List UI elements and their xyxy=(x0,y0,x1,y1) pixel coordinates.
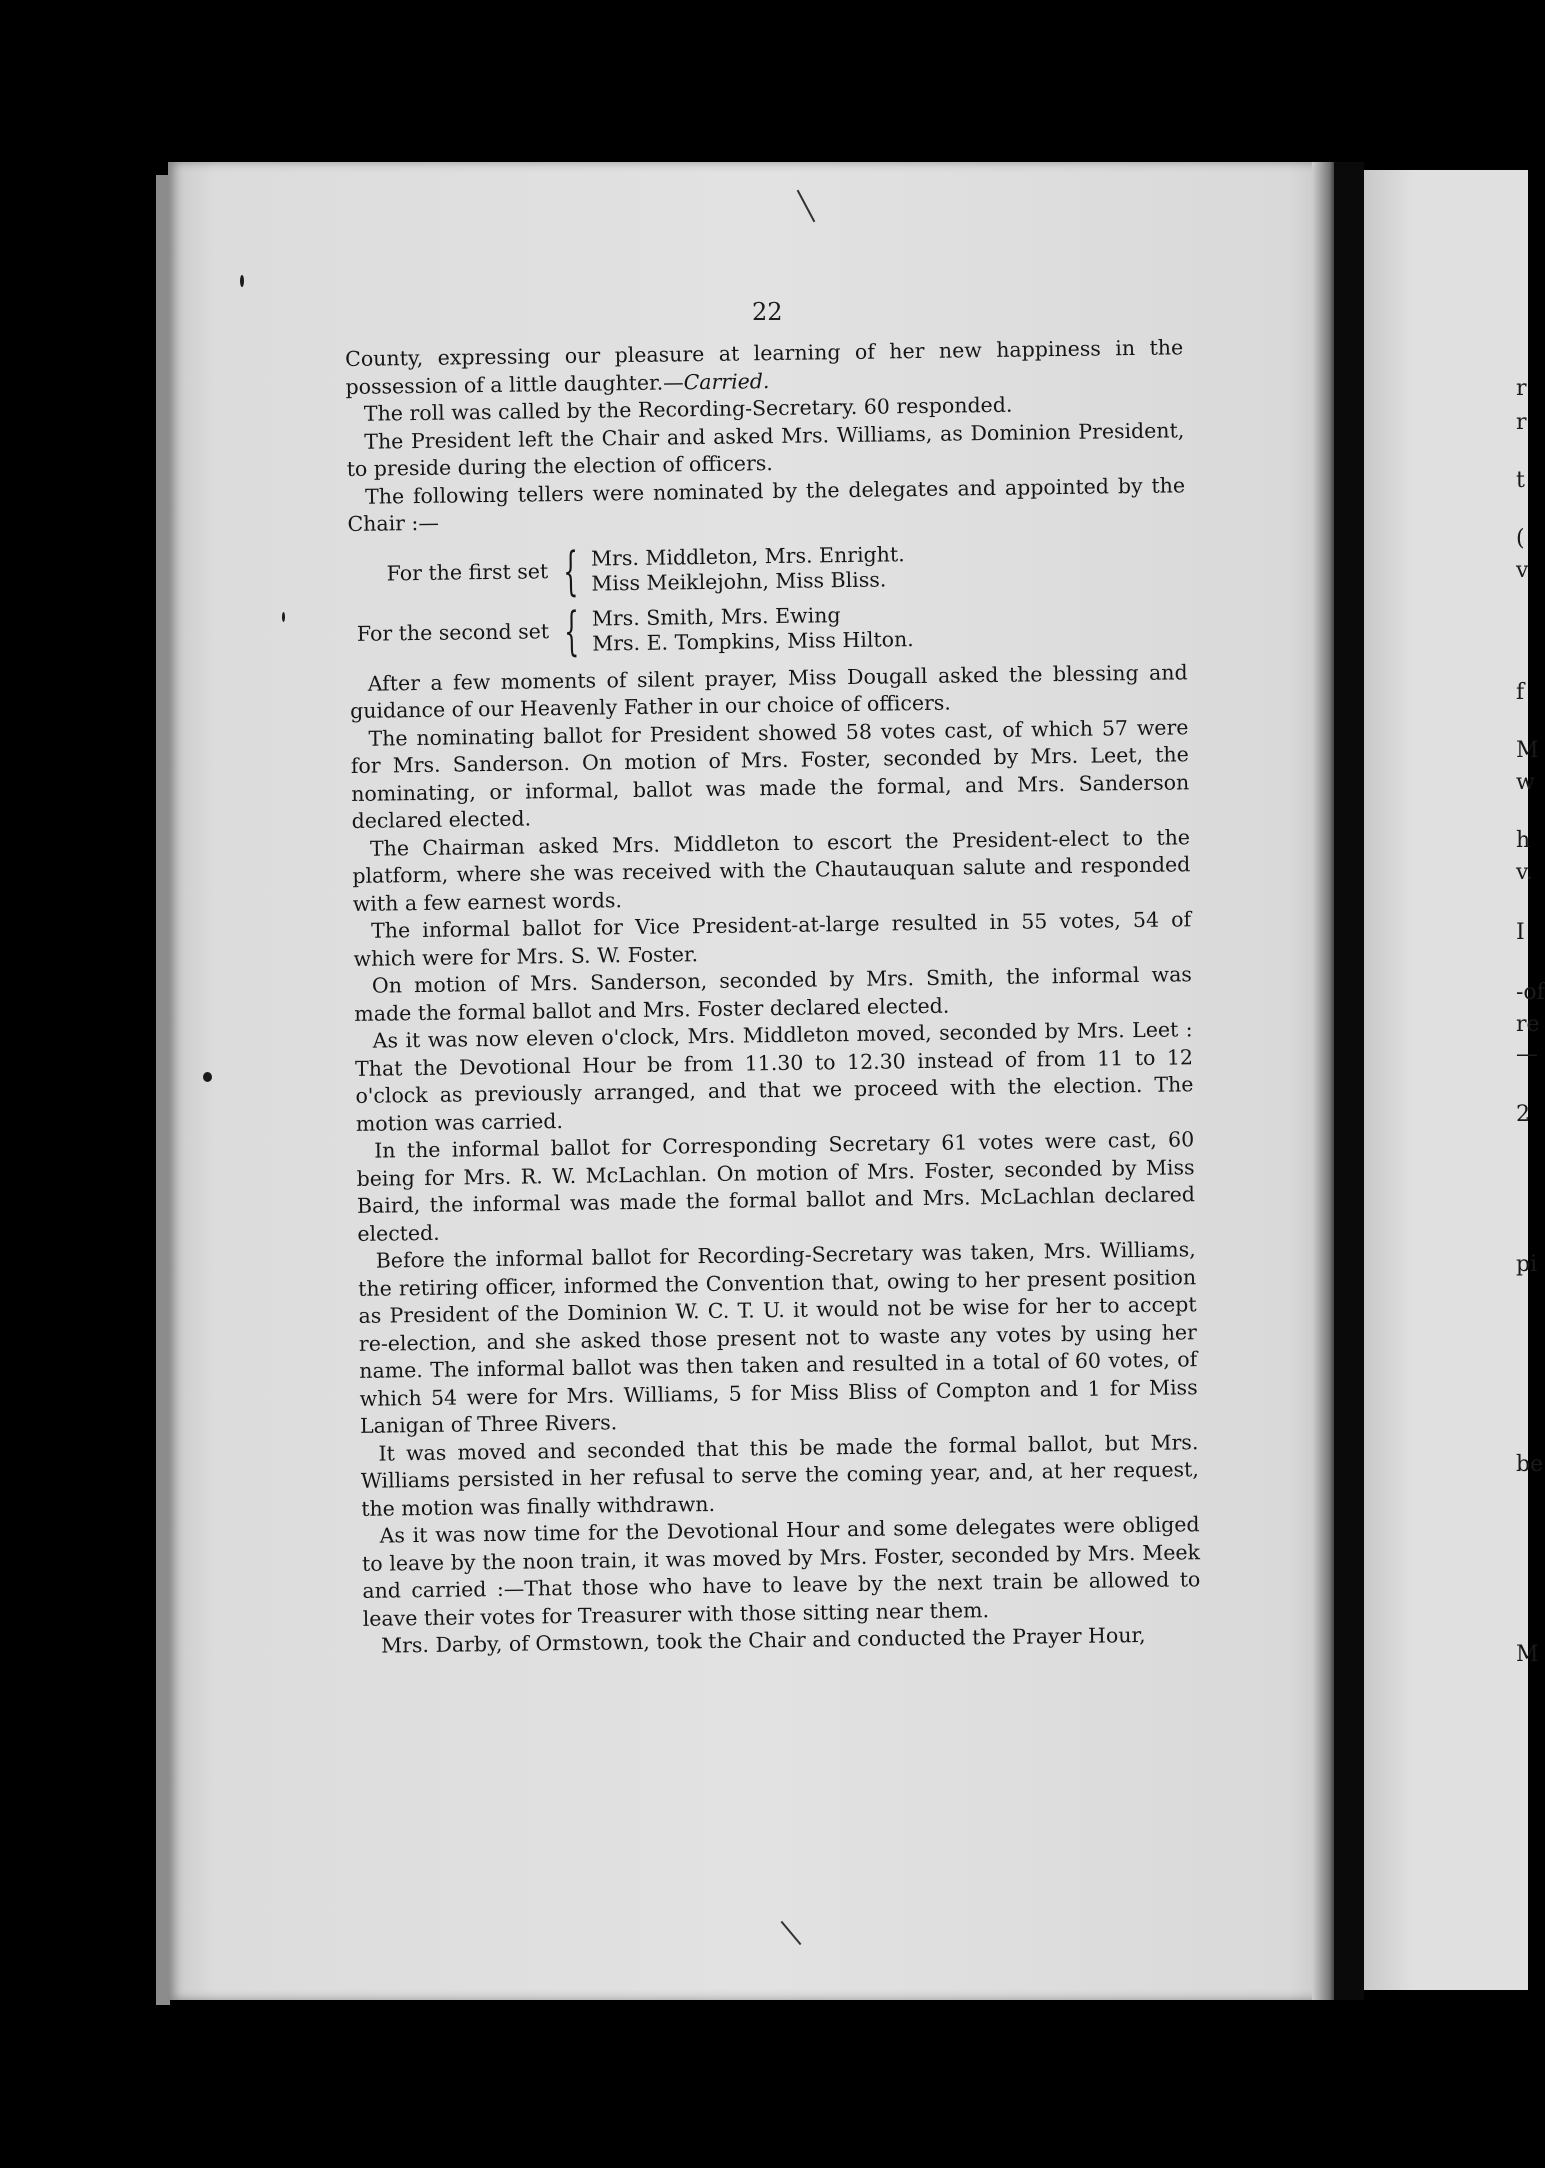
paragraph: As it was now time for the Devotional Hour and some delegates were obliged to leave by the noon train, it was moved by Mrs. Foster, seconded by Mrs. Meek and carried :—That those who have to leave by the next train be allowed to leave their votes for Treasurer with those sitting near them. xyxy=(361,1512,1201,1631)
paragraph: After a few moments of silent prayer, Miss Dougall asked the blessing and guidance of our Heavenly Father in our choice of officers. xyxy=(349,659,1188,723)
ink-speck xyxy=(203,1072,212,1082)
ink-speck xyxy=(282,612,285,622)
paragraph: Mrs. Darby, of Ormstown, took the Chair and conducted the Prayer Hour, xyxy=(380,1622,1146,1658)
adjacent-page-fragment: be xyxy=(1516,1452,1544,1477)
teller-names xyxy=(591,542,905,596)
paragraph-text: County, expressing our pleasure at learning of her new happiness in the possession of a little daughter.— xyxy=(345,335,1184,399)
paragraph: In the informal ballot for Corresponding Secretary 61 votes were cast, 60 being for Mrs. R. W. McLachlan. On motion of Mrs. Foster, seconded by Miss Baird, the informal was made the formal ballot and Mrs. McLachlan declared elected. xyxy=(356,1127,1196,1246)
adjacent-page-fragment: v xyxy=(1516,558,1529,583)
carried-emphasis: Carried. xyxy=(683,368,770,394)
page-fold-shadow xyxy=(1312,162,1334,2000)
paragraph: The nominating ballot for President showed 58 votes cast, of which 57 were for Mrs. Sanderson. On motion of Mrs. Foster, seconded by Mrs. Leet, the nominating, or informal, ballot was made the formal, and Mrs. Sanderson declared elected. xyxy=(350,714,1190,833)
teller-name-line: Mrs. E. Tompkins, Miss Hilton. xyxy=(592,626,914,656)
paragraph: The following tellers were nominated by the delegates and appointed by the Chair :— xyxy=(347,472,1186,536)
adjacent-page-fragment: -of xyxy=(1516,980,1545,1005)
adjacent-page-fragment: r xyxy=(1516,376,1527,401)
adjacent-page-fragment: f xyxy=(1516,680,1525,705)
paragraph: The President left the Chair and asked Mrs. Williams, as Dominion President, to preside during the election of officers. xyxy=(346,417,1185,481)
paragraph: As it was now eleven o'clock, Mrs. Middleton moved, seconded by Mrs. Leet : That the Devotional Hour be from 11.30 to 12.30 instead of from 11 to 12 o'clock as previously arranged, and that we proceed with the election. The motion was carried. xyxy=(354,1017,1194,1136)
teller-name-line: Mrs. Smith, Mrs. Ewing xyxy=(591,602,841,631)
adjacent-page-fragment: pi xyxy=(1516,1252,1538,1277)
adjacent-page-fragment: ( xyxy=(1516,526,1525,551)
adjacent-page-fragment: M xyxy=(1516,738,1539,763)
book-gutter xyxy=(1334,162,1364,2000)
paragraph: On motion of Mrs. Sanderson, seconded by Mrs. Smith, the informal was made the formal ballot and Mrs. Foster declared elected. xyxy=(354,962,1193,1026)
paragraph: Before the informal ballot for Recording-Secretary was taken, Mrs. Williams, the retiring officer, informed the Convention that, owing to her present position as President of the Dominion W. C. T. U. it would not be wise for her to accept re-election, and she asked those present not to waste any votes by using her name. The informal ballot was then taken and resulted in a total of 60 votes, of which 54 were for Mrs. Williams, 5 for Miss Bliss of Compton and 1 for Miss Lanigan of Three Rivers. xyxy=(357,1237,1198,1438)
adjacent-page-fragment: I xyxy=(1516,920,1525,945)
adjacent-page-fragment: 2 xyxy=(1516,1102,1530,1127)
adjacent-page-fragment: t xyxy=(1516,468,1525,493)
ink-speck xyxy=(240,275,244,287)
tellers-first-set xyxy=(348,537,1187,601)
teller-name-line: Miss Meiklejohn, Miss Bliss. xyxy=(591,566,887,596)
adjacent-page xyxy=(1364,170,1545,1990)
teller-set-label: For the first set xyxy=(386,558,549,586)
adjacent-page-fragment: M xyxy=(1516,1642,1539,1667)
teller-names xyxy=(592,602,914,656)
adjacent-page-fragment: v. xyxy=(1516,860,1533,885)
adjacent-page-fragment: w xyxy=(1516,770,1535,795)
paragraph: The informal ballot for Vice President-at-large resulted in 55 votes, 54 of which were for Mrs. S. W. Foster. xyxy=(353,907,1192,971)
page-body xyxy=(345,334,1201,1660)
page-number: 22 xyxy=(752,298,783,326)
teller-set-label: For the second set xyxy=(356,618,550,646)
teller-name-line: Mrs. Middleton, Mrs. Enright. xyxy=(590,541,905,571)
paragraph: The roll was called by the Recording-Secretary. 60 responded. xyxy=(363,392,1013,426)
paragraph: It was moved and seconded that this be made the formal ballot, but Mrs. Williams persisted in her refusal to serve the coming year, and, at her request, the motion was finally withdrawn. xyxy=(360,1429,1199,1521)
adjacent-page-fragment: — xyxy=(1516,1042,1538,1067)
tellers-second-set xyxy=(349,597,1188,661)
brace-glyph: { xyxy=(563,601,580,662)
tellers-list xyxy=(348,537,1187,661)
adjacent-page-fragment: r xyxy=(1516,410,1527,435)
brace-glyph: { xyxy=(562,541,579,602)
paragraph: The Chairman asked Mrs. Middleton to escort the President-elect to the platform, where she was received with the Chautauquan salute and responded with a few earnest words. xyxy=(352,824,1191,916)
adjacent-page-fragment: re xyxy=(1516,1012,1540,1037)
adjacent-page-fragment: h xyxy=(1516,828,1531,853)
